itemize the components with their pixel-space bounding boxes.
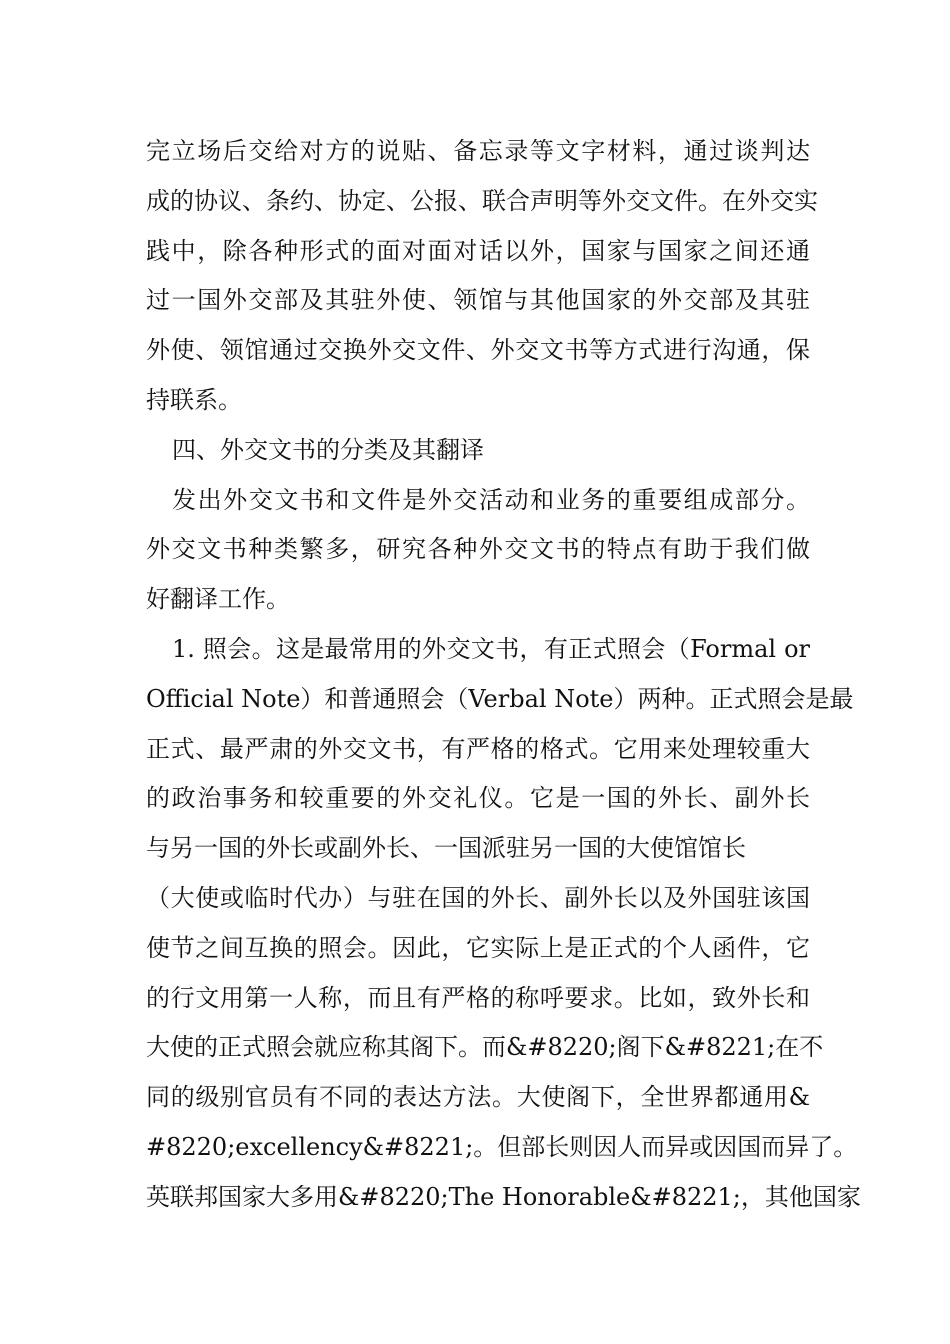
document-page [146,127,861,1223]
text-line-2: 成的协议、条约、协定、公报、联合声明等外交文件。在外交实 [146,186,818,215]
text-line-21: #8220;excellency&#8221;。但部长则因人而异或因国而异了。 [146,1132,858,1161]
text-line-13: 正式、最严肃的外交文书，有严格的格式。它用来处理较重大 [146,734,810,763]
text-line-18: 的行文用第一人称，而且有严格的称呼要求。比如，致外长和 [146,983,810,1012]
text-line-16: （大使或临时代办）与驻在国的外长、副外长以及外国驻该国 [146,883,810,912]
text-line-15: 与另一国的外长或副外长、一国派驻另一国的大使馆馆长 [146,834,746,863]
text-line-6: 持联系。 [146,385,242,414]
text-line-19: 大使的正式照会就应称其阁下。而&#8220;阁下&#8221;在不 [146,1033,824,1062]
text-line-3: 践中，除各种形式的面对面对话以外，国家与国家之间还通 [146,236,810,265]
text-line-14: 的政治事务和较重要的外交礼仪。它是一国的外长、副外长 [146,784,810,813]
text-line-9: 外交文书种类繁多，研究各种外交文书的特点有助于我们做 [146,535,810,564]
text-line-11: 1. 照会。这是最常用的外交文书，有正式照会（Formal or [172,634,810,663]
text-line-4: 过一国外交部及其驻外使、领馆与其他国家的外交部及其驻 [146,286,810,315]
text-line-22: 英联邦国家大多用&#8220;The Honorable&#8221;，其他国家 [146,1182,861,1211]
text-line-20: 同的级别官员有不同的表达方法。大使阁下，全世界都通用& [146,1083,810,1112]
text-line-8: 发出外交文书和文件是外交活动和业务的重要组成部分。 [172,485,810,514]
text-line-12: Official Note）和普通照会（Verbal Note）两种。正式照会是最 [146,684,854,713]
text-line-17: 使节之间互换的照会。因此，它实际上是正式的个人函件，它 [146,933,810,962]
text-line-5: 外使、领馆通过交换外交文件、外交文书等方式进行沟通，保 [146,336,810,365]
text-line-1: 完立场后交给对方的说贴、备忘录等文字材料，通过谈判达 [146,137,810,165]
text-line-10: 好翻译工作。 [146,585,290,614]
section-heading: 四、外交文书的分类及其翻译 [172,435,484,464]
